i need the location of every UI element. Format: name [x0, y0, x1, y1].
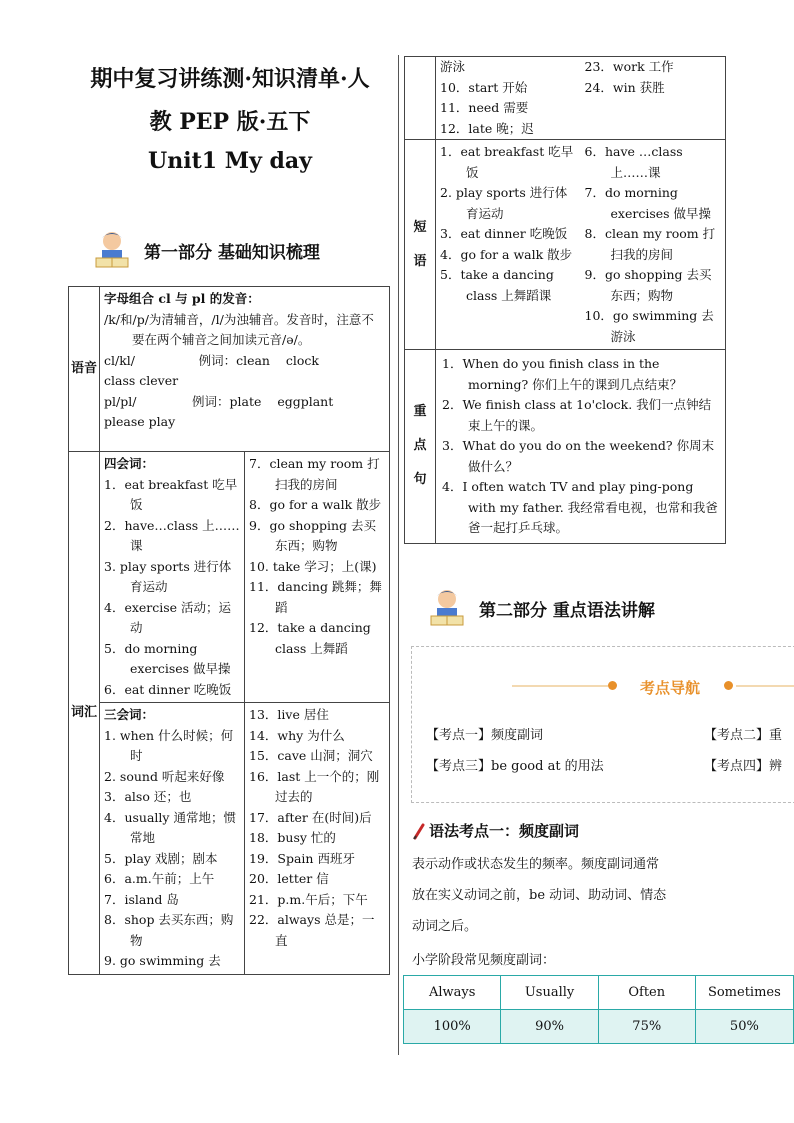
part1-heading-text: 第一部分 基础知识梳理 — [144, 242, 320, 263]
list-item: 14．why 为什么 — [249, 727, 345, 743]
nav-dot-left — [608, 681, 617, 690]
vocab-cont-columns — [436, 57, 725, 139]
nav-line-left — [512, 685, 608, 687]
list-item: 1. when 什么时候；何时 — [104, 727, 234, 763]
list-item: 2. sound 听起来好像 — [104, 768, 225, 784]
part2-heading-text: 第二部分 重点语法讲解 — [479, 600, 655, 621]
grammar-para-line: 动词之后。 — [412, 919, 478, 934]
list-item: 10．go swimming 去游泳 — [584, 308, 714, 344]
list-item: 17．after 在(时间)后 — [249, 809, 372, 825]
four-words-right — [244, 452, 389, 702]
list-item: 6．eat dinner 吃晚饭 — [104, 681, 232, 697]
list-item: 4．go for a walk 散步 — [440, 246, 573, 262]
table-cell: 50% — [695, 1010, 793, 1044]
grammar-paragraph — [412, 849, 772, 942]
list-item: 5．take a dancing class 上舞蹈课 — [440, 267, 554, 303]
list-item: 9. go swimming 去 — [104, 953, 221, 968]
list-item: 2．have…class 上……课 — [104, 517, 240, 553]
list-item: 3．also 还；也 — [104, 789, 192, 804]
list-item: 10．start 开始 — [440, 79, 528, 95]
list-item: 7．clean my room 打扫我的房间 — [249, 456, 380, 492]
vocab-cont-content — [436, 57, 726, 140]
list-item: 12．take a dancing class 上舞蹈 — [249, 620, 371, 656]
column-divider — [398, 55, 399, 1055]
phrases-label — [405, 140, 436, 350]
three-words-block — [100, 703, 389, 974]
list-item: 3．eat dinner 吃晚饭 — [440, 226, 568, 241]
list-item: 3．What do you do on the weekend? 你周末做什么？ — [442, 438, 715, 474]
vocab-cont-row — [405, 57, 726, 140]
table-row — [404, 1010, 794, 1044]
phonetics-heading: 字母组合 cl 与 pl 的发音： — [104, 291, 260, 306]
nav-dot-right — [724, 681, 733, 690]
nav-title: 考点导航 — [639, 679, 700, 697]
list-item: 18．busy 忙的 — [249, 830, 336, 845]
part1-heading — [90, 228, 320, 272]
part2-heading — [425, 586, 655, 630]
sentences-content — [436, 350, 726, 544]
pen-icon — [412, 822, 426, 840]
nav-item-2[interactable]: 【考点二】重 — [704, 728, 783, 743]
phrases-content — [436, 140, 726, 350]
reading-kid-icon — [90, 228, 134, 272]
list-item: 16．last 上一个的；刚过去的 — [249, 768, 380, 804]
list-item: 6．a.m.午前；上午 — [104, 871, 215, 886]
three-words-right — [244, 703, 389, 974]
reading-kid-icon — [425, 586, 469, 630]
phonetics-label — [69, 287, 100, 452]
list-item: 13．live 居住 — [249, 707, 329, 722]
sentences-label — [405, 350, 436, 544]
phrases-row — [405, 140, 726, 350]
list-item: 3. play sports 进行体育运动 — [104, 558, 232, 594]
phonetics-content — [100, 287, 390, 452]
vocab-cont-left — [436, 57, 581, 139]
nav-item-3[interactable]: 【考点三】be good at 的用法 — [426, 759, 604, 774]
list-item: 23．work 工作 — [584, 59, 674, 74]
exam-points-nav — [411, 646, 794, 803]
list-item: 1．eat breakfast 吃早饭 — [440, 144, 574, 180]
list-item: 4．usually 通常地；惯常地 — [104, 809, 236, 845]
phrases-right — [581, 140, 726, 349]
four-words-title: 四会词： — [104, 456, 155, 471]
list-item: 12．late 晚；迟 — [440, 120, 534, 136]
nav-item-1[interactable]: 【考点一】频度副词 — [426, 728, 544, 743]
list-item: 7．do morning exercises 做早操 — [584, 185, 712, 221]
list-item: 21．p.m.午后；下午 — [249, 891, 368, 907]
list-item: 10. take 学习；上(课) — [249, 558, 377, 574]
nav-item-4[interactable]: 【考点四】辨 — [704, 759, 783, 774]
vocab-row — [69, 452, 390, 975]
phrases-columns — [436, 140, 725, 349]
list-item: 4．I often watch TV and play ping-pong with my father. 我经常看电视，也常和我爸爸一起打乒乓球。 — [442, 479, 718, 535]
list-item: 9．go shopping 去买东西；购物 — [584, 267, 712, 303]
table-cell: Usually — [501, 976, 598, 1010]
grammar-para-line: 表示动作或状态发生的频率。频度副词通常 — [412, 857, 660, 872]
frequency-table — [403, 975, 794, 1044]
three-words-left — [100, 703, 244, 974]
list-item: 2. play sports 进行体育运动 — [440, 185, 568, 221]
phonetics-label-text: 语音 — [70, 361, 97, 376]
phrases-left — [436, 140, 581, 349]
list-item: 11．dancing 跳舞；舞蹈 — [249, 579, 382, 615]
list-item: 8．shop 去买东西；购物 — [104, 912, 234, 948]
grammar-heading — [412, 820, 579, 841]
list-item: 9．go shopping 去买东西；购物 — [249, 517, 376, 553]
freq-list-intro: 小学阶段常见频度副词： — [412, 953, 556, 968]
table-cell: Often — [598, 976, 695, 1010]
doc-title-line2: 教 PEP 版·五下 — [149, 109, 311, 135]
list-item: 2．We finish class at 1o'clock. 我们一点钟结束上午的课。 — [442, 397, 712, 433]
three-words-title: 三会词： — [104, 707, 155, 722]
list-item: 5．play 戏剧；剧本 — [104, 850, 218, 866]
knowledge-table-right — [404, 56, 726, 544]
four-words-left — [100, 452, 244, 702]
list-item: 24．win 获胜 — [584, 79, 665, 95]
list-item: 11．need 需要 — [440, 100, 529, 115]
phonetics-desc: /k/和/p/为清辅音，/l/为浊辅音。发音时，注意不要在两个辅音之间加读元音/ə/。 — [104, 311, 374, 347]
vocab-label-text: 词汇 — [70, 704, 97, 720]
doc-title-line1: 期中复习讲练测·知识清单·人 — [90, 66, 370, 92]
vocab-content — [100, 452, 390, 975]
phrases-label-text: 短语 — [413, 219, 427, 269]
list-item: 20．letter 信 — [249, 871, 329, 886]
table-cell: Sometimes — [695, 976, 793, 1010]
doc-title-line3: Unit1 My day — [148, 148, 312, 174]
table-cell: 90% — [501, 1010, 598, 1044]
four-words-block — [100, 452, 389, 703]
pl-example-line: pl/pl/ 例词：plate eggplant — [104, 393, 334, 409]
nav-line-right — [736, 685, 794, 687]
list-item: 1．eat breakfast 吃早饭 — [104, 476, 238, 512]
table-cell: Always — [404, 976, 501, 1010]
grammar-heading-text: 语法考点一：频度副词 — [429, 822, 580, 840]
list-item: 15．cave 山洞；洞穴 — [249, 748, 373, 763]
grammar-para-line: 放在实义动词之前，be 动词、助动词、情态 — [412, 888, 667, 903]
list-item: 19．Spain 西班牙 — [249, 850, 355, 866]
list-item: 游泳 — [440, 59, 466, 74]
vocab-cont-label — [405, 57, 436, 140]
list-item: 5．do morning exercises 做早操 — [104, 640, 231, 676]
table-row — [404, 976, 794, 1010]
cl-example-words: class clever — [104, 373, 179, 388]
sentences-label-text: 重点句 — [413, 404, 427, 488]
sentences-row — [405, 350, 726, 544]
phonetics-row — [69, 287, 390, 452]
list-item: 7．island 岛 — [104, 891, 179, 907]
vocab-label — [69, 452, 100, 975]
table-cell: 75% — [598, 1010, 695, 1044]
list-item: 1．When do you finish class in the morning? 你们上午的课到几点结束？ — [442, 356, 683, 392]
pl-example-words: please play — [104, 414, 176, 429]
list-item: 22．always 总是；一直 — [249, 912, 375, 948]
list-item: 4．exercise 活动；运动 — [104, 599, 232, 635]
knowledge-table-left — [68, 286, 390, 975]
list-item: 8．clean my room 打扫我的房间 — [584, 226, 716, 262]
table-cell: 100% — [404, 1010, 501, 1044]
cl-example-line: cl/kl/ 例词：clean clock — [104, 352, 319, 368]
vocab-cont-right — [581, 57, 726, 139]
list-item: 6．have …class 上……课 — [584, 144, 683, 180]
list-item: 8．go for a walk 散步 — [249, 497, 382, 512]
